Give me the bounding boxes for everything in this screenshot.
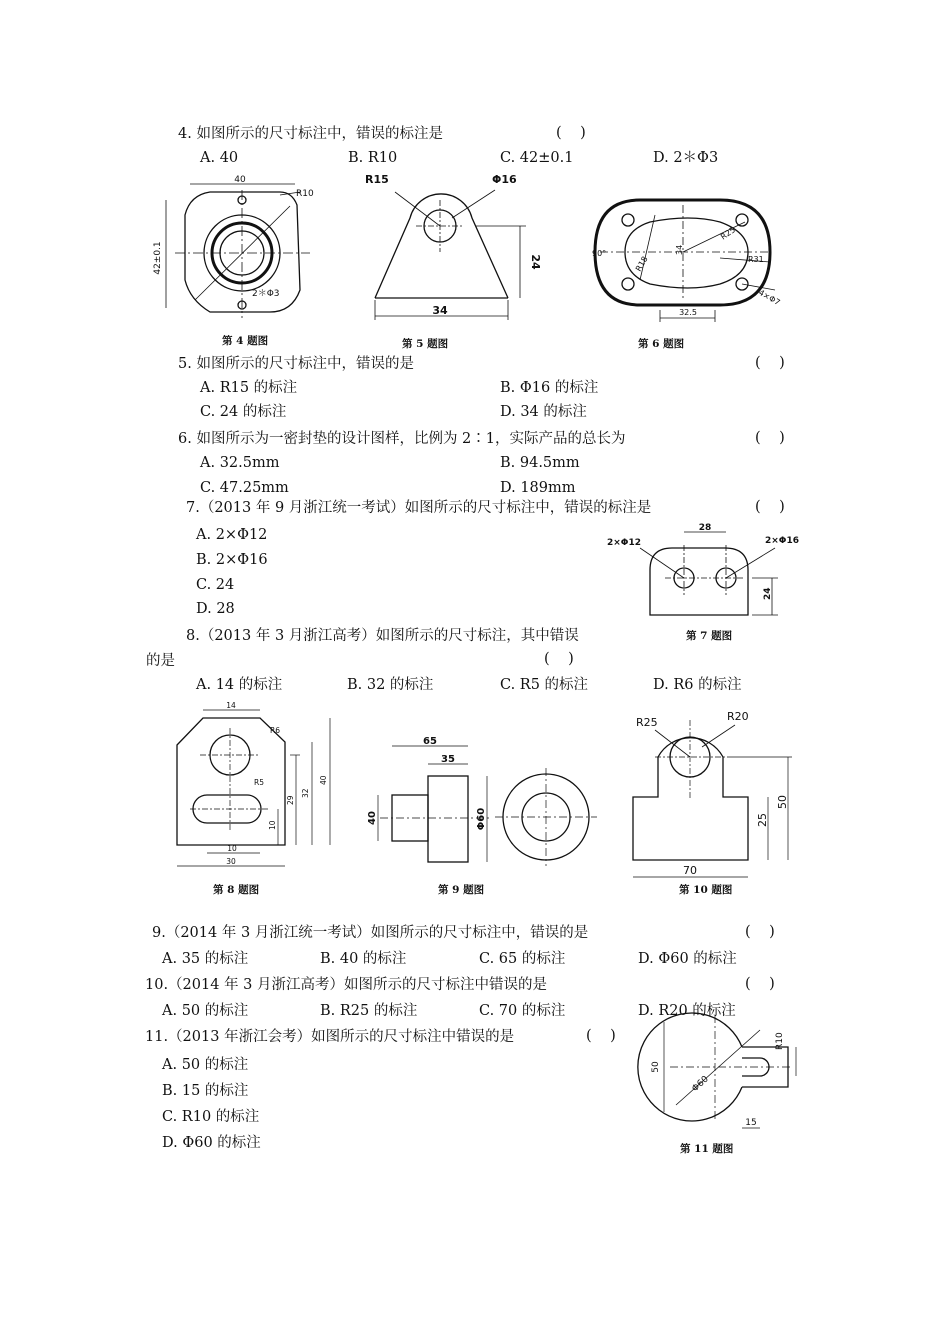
q4-option-a[interactable]: A. 40 (200, 150, 239, 166)
fig6-caption: 第 6 题图 (638, 338, 685, 350)
fig5-dim-phi16: Φ16 (492, 173, 517, 186)
fig8-dim-30: 30 (226, 857, 236, 866)
q6-option-a[interactable]: A. 32.5mm (200, 455, 280, 471)
fig4-dim-r10: R10 (296, 189, 314, 199)
fig7-dim-phi12: 2×Φ12 (607, 538, 641, 548)
q10-option-c[interactable]: C. 70 的标注 (479, 1003, 566, 1019)
figure-4 (166, 184, 310, 318)
q7-stem: 7.（2013 年 9 月浙江统一考试）如图所示的尺寸标注中，错误的标注是 (186, 500, 652, 516)
q10-stem: 10.（2014 年 3 月浙江高考）如图所示的尺寸标注中错误的是 (145, 977, 548, 993)
fig8-dim-10: 10 (227, 844, 237, 853)
fig11-dim-r10: R10 (775, 1032, 785, 1050)
fig9-dim-phi60: Φ60 (476, 807, 487, 831)
fig5-dim-34: 34 (432, 304, 448, 317)
fig8-dim-29: 29 (286, 795, 295, 805)
fig11-dim-15: 15 (745, 1118, 757, 1128)
q8-stem-cont: 的是 (146, 653, 175, 669)
q11-answer-paren[interactable]: ( ) (586, 1028, 616, 1044)
fig6-dim-32-5: 32.5 (679, 308, 697, 317)
fig6-dim-90: 90° (592, 249, 607, 258)
q4-option-d[interactable]: D. 2＊Φ3 (653, 150, 719, 166)
q4-stem: 4. 如图所示的尺寸标注中，错误的标注是 (178, 126, 443, 142)
q6-stem: 6. 如图所示为一密封垫的设计图样，比例为 2∶1，实际产品的总长为 (178, 431, 626, 447)
fig4-dim-40: 40 (234, 175, 246, 185)
figure-7 (640, 532, 778, 615)
fig6-dim-r18: R18 (633, 254, 650, 273)
fig8-dim-32: 32 (301, 788, 310, 798)
q10-option-a[interactable]: A. 50 的标注 (162, 1003, 249, 1019)
q10-option-b[interactable]: B. R25 的标注 (320, 1003, 418, 1019)
fig10-dim-r20: R20 (727, 710, 749, 723)
fig9-dim-65: 65 (423, 736, 437, 747)
q5-option-d[interactable]: D. 34 的标注 (500, 404, 587, 420)
figure-11 (638, 1013, 796, 1128)
q7-option-c[interactable]: C. 24 (196, 577, 235, 593)
q10-answer-paren[interactable]: ( ) (745, 976, 775, 992)
q4-option-c[interactable]: C. 42±0.1 (500, 150, 574, 166)
fig7-dim-24: 24 (763, 587, 773, 600)
q11-option-c[interactable]: C. R10 的标注 (162, 1109, 260, 1125)
fig6-dim-holes: 4×Φ7 (757, 287, 782, 308)
q9-option-c[interactable]: C. 65 的标注 (479, 951, 566, 967)
fig10-dim-50: 50 (776, 795, 789, 809)
fig8-dim-14: 14 (226, 701, 236, 710)
fig10-caption: 第 10 题图 (679, 884, 733, 896)
q6-option-c[interactable]: C. 47.25mm (200, 480, 289, 496)
fig8-caption: 第 8 题图 (213, 884, 260, 896)
q4-answer-paren[interactable]: ( ) (556, 125, 586, 141)
q9-option-a[interactable]: A. 35 的标注 (162, 951, 249, 967)
q5-option-a[interactable]: A. R15 的标注 (200, 380, 298, 396)
fig9-caption: 第 9 题图 (438, 884, 485, 896)
q8-option-a[interactable]: A. 14 的标注 (196, 677, 283, 693)
fig8-dim-10-vertical: 10 (268, 820, 277, 830)
figure-10 (633, 720, 792, 877)
fig7-dim-28: 28 (698, 523, 712, 533)
figure-5 (375, 190, 526, 320)
figure-9 (378, 746, 597, 866)
fig8-dim-40: 40 (319, 775, 328, 785)
fig4-caption: 第 4 题图 (222, 335, 269, 347)
q9-answer-paren[interactable]: ( ) (745, 924, 775, 940)
fig6-dim-r25: R25 (718, 225, 738, 242)
q8-option-d[interactable]: D. R6 的标注 (653, 677, 742, 693)
fig8-dim-r5: R5 (254, 778, 264, 787)
q6-option-b[interactable]: B. 94.5mm (500, 455, 580, 471)
fig10-dim-r25: R25 (636, 716, 658, 729)
fig4-dim-42: 42±0.1 (153, 241, 163, 275)
q11-option-a[interactable]: A. 50 的标注 (162, 1057, 249, 1073)
fig10-dim-25: 25 (756, 813, 769, 827)
fig6-dim-34: 34 (675, 244, 684, 255)
q6-answer-paren[interactable]: ( ) (755, 430, 785, 446)
q5-stem: 5. 如图所示的尺寸标注中，错误的是 (178, 356, 414, 372)
fig4-dim-holes: 2＊Φ3 (252, 289, 280, 299)
fig6-dim-r31: R31 (748, 255, 764, 264)
fig11-caption: 第 11 题图 (680, 1143, 734, 1155)
q11-stem: 11.（2013 年浙江会考）如图所示的尺寸标注中错误的是 (145, 1029, 515, 1045)
fig9-dim-35: 35 (441, 754, 455, 765)
fig5-dim-r15: R15 (365, 173, 389, 186)
q5-option-b[interactable]: B. Φ16 的标注 (500, 380, 599, 396)
q8-option-b[interactable]: B. 32 的标注 (347, 677, 434, 693)
q9-option-d[interactable]: D. Φ60 的标注 (638, 951, 737, 967)
q7-option-b[interactable]: B. 2×Φ16 (196, 552, 268, 568)
q9-stem: 9.（2014 年 3 月浙江统一考试）如图所示的尺寸标注中，错误的是 (152, 925, 589, 941)
q7-answer-paren[interactable]: ( ) (755, 499, 785, 515)
fig10-dim-70: 70 (683, 864, 697, 877)
fig5-caption: 第 5 题图 (402, 338, 449, 350)
q5-option-c[interactable]: C. 24 的标注 (200, 404, 287, 420)
fig5-dim-24: 24 (529, 254, 542, 270)
q6-option-d[interactable]: D. 189mm (500, 480, 576, 496)
q8-option-c[interactable]: C. R5 的标注 (500, 677, 589, 693)
fig11-dim-phi60: Φ60 (690, 1074, 711, 1095)
fig11-dim-50: 50 (651, 1061, 661, 1073)
q4-option-b[interactable]: B. R10 (348, 150, 398, 166)
q9-option-b[interactable]: B. 40 的标注 (320, 951, 407, 967)
q8-stem: 8.（2013 年 3 月浙江高考）如图所示的尺寸标注，其中错误 (186, 628, 579, 644)
fig7-caption: 第 7 题图 (686, 630, 733, 642)
fig9-dim-40: 40 (367, 811, 378, 825)
q8-answer-paren[interactable]: ( ) (544, 651, 574, 667)
q11-option-d[interactable]: D. Φ60 的标注 (162, 1135, 261, 1151)
figure-8 (177, 710, 330, 866)
q5-answer-paren[interactable]: ( ) (755, 355, 785, 371)
fig7-dim-phi16: 2×Φ16 (765, 536, 799, 546)
q11-option-b[interactable]: B. 15 的标注 (162, 1083, 249, 1099)
q7-option-d[interactable]: D. 28 (196, 601, 235, 617)
q10-option-d[interactable]: D. R20 的标注 (638, 1003, 736, 1019)
q7-option-a[interactable]: A. 2×Φ12 (196, 527, 268, 543)
fig8-dim-r6: R6 (270, 726, 280, 735)
